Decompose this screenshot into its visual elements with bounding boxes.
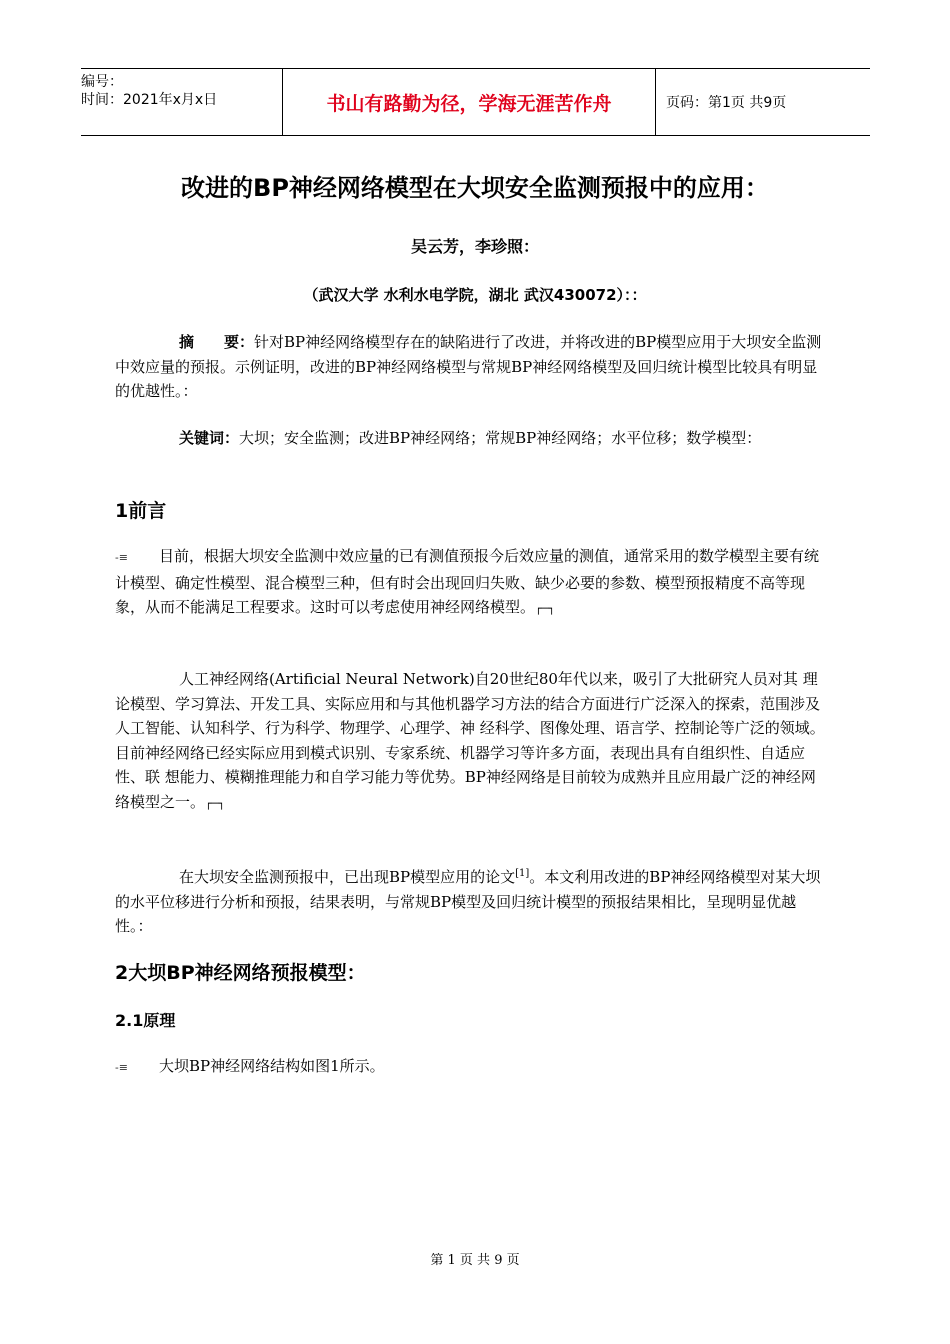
time-label: 时间：2021年x月x日 [81, 92, 218, 108]
keywords-text: 大坝；安全监测；改进BP神经网络；常规BP神经网络；水平位移；数学模型： [239, 429, 762, 447]
section-heading-1: 1前言 [115, 500, 167, 522]
authors: 吴云芳，李珍照： [410, 237, 539, 256]
paragraph-3 [115, 862, 830, 939]
abstract [115, 330, 830, 404]
abstract-label: 摘 要： [179, 333, 255, 351]
page-info: 页码：第1页 共9页 [666, 95, 787, 111]
paragraph-2 [115, 667, 830, 816]
subsection-heading-2-1: 2.1原理 [115, 1011, 176, 1030]
abstract-text: 针对BP神经网络模型存在的缺陷进行了改进，并将改进的BP模型应用于大坝安全监测中效应量的预报。示例证明，改进的BP神经网络模型与常规BP神经网络模型及回归统计模型比较具有明显的优越性。： [115, 333, 822, 400]
page-header [81, 68, 870, 136]
paragraph-end-mark: ┌─┐ [535, 602, 555, 615]
paragraph-1 [115, 544, 830, 622]
number-label: 编号： [81, 74, 123, 90]
paragraph-3-text-b: 。本文利用改进的BP神经网络模型对某大坝的水平位移进行分析和预报，结果表明，与常规BP模型及回归统计模型的预报结果相比，呈现明显优越性。： [115, 868, 821, 935]
paragraph-4-text: 大坝BP神经网络结构如图1所示。 [159, 1057, 385, 1075]
header-info-cell [81, 69, 282, 135]
paragraph-mark: -≡ [115, 551, 128, 564]
paragraph-end-mark: ┌─┐ [205, 796, 225, 810]
citation-ref: [1] [515, 868, 530, 879]
header-page-cell [656, 69, 870, 135]
motto-text: 书山有路勤为径，学海无涯苦作舟 [326, 92, 612, 115]
affiliation: （武汉大学 水利水电学院，湖北 武汉430072）：： [303, 286, 647, 304]
header-motto-cell [282, 69, 656, 135]
paragraph-4 [115, 1054, 830, 1081]
page-footer: 第 1 页 共 9 页 [430, 1253, 520, 1268]
section-heading-2: 2大坝BP神经网络预报模型： [115, 962, 366, 984]
document-title: 改进的BP神经网络模型在大坝安全监测预报中的应用： [181, 174, 769, 202]
paragraph-1-text: 目前，根据大坝安全监测中效应量的已有测值预报今后效应量的测值，通常采用的数学模型主要有统计模型、确定性模型、混合模型三种，但有时会出现回归失败、缺少必要的参数、模型预报精度不高等现象，从而不能满足工程要求。这时可以考虑使用神经网络模型。 [115, 547, 820, 616]
paragraph-mark: -≡ [115, 1061, 128, 1074]
keywords [115, 426, 830, 451]
paragraph-3-text-a: 在大坝安全监测预报中，已出现BP模型应用的论文 [179, 868, 516, 886]
keywords-label: 关键词： [179, 429, 240, 447]
paragraph-2-text: 人工神经网络(Artificial Neural Network)自20世纪80年代以来，吸引了大批研究人员对其 理论模型、学习算法、开发工具、实际应用和与其他机器学习方法的结合方面进行广泛深入的探索，范围涉及人工智能、认知科学、行为科学、物理学、心理学、神 经科学、图像处理、语言学、控制论等广泛的领域。目前神经网络已经实际应用到模式识别、专家系统、机器学习等许多方面，表现出具有自组织性、自适应性、联 想能力、模糊推理能力和自学习能力等优势。BP神经网络是目前较为成熟并且应用最广泛的神经网络模型之一。 [115, 670, 825, 811]
